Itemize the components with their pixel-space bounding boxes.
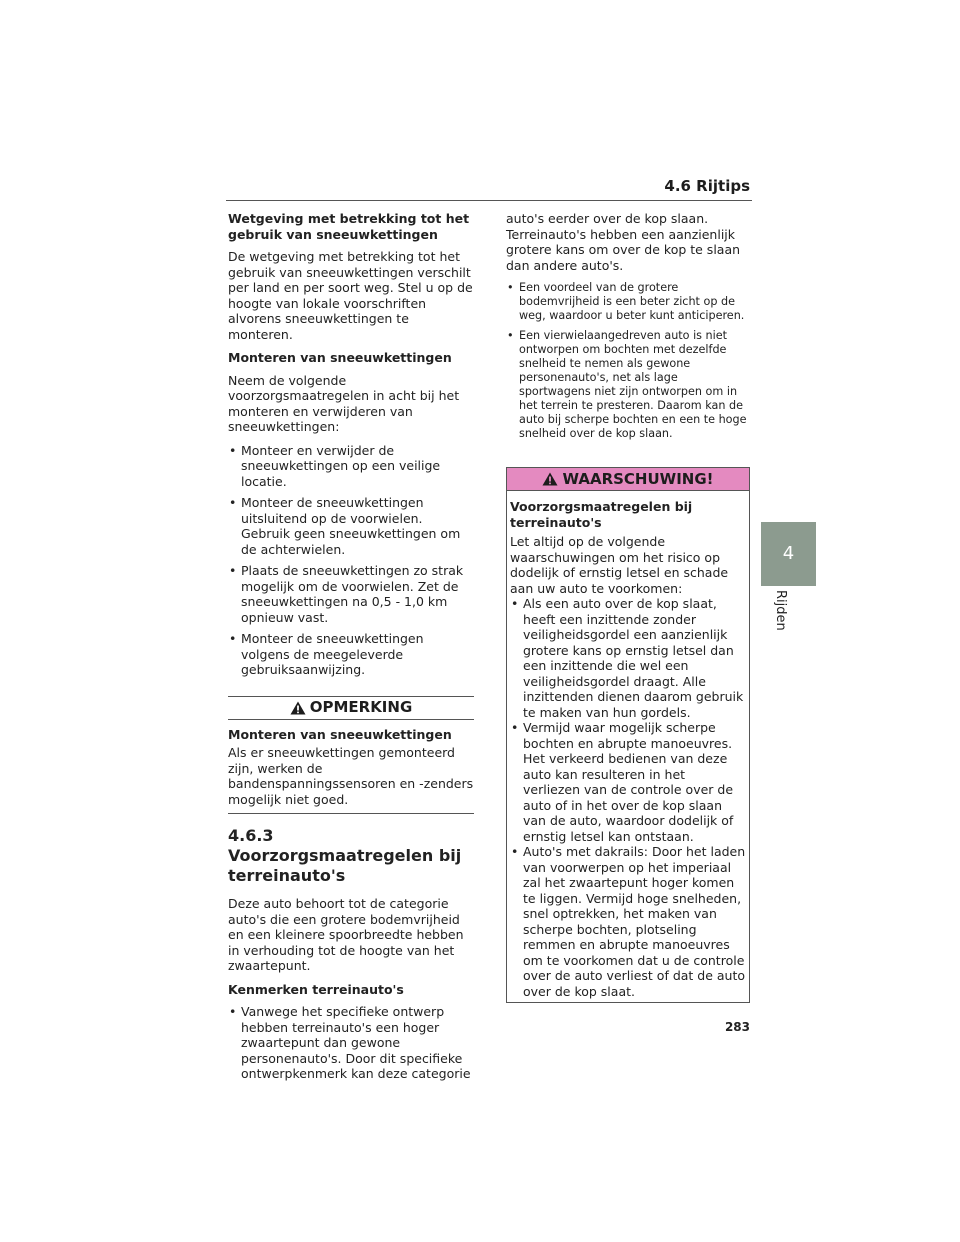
chapter-tab[interactable] bbox=[761, 522, 816, 586]
suv-bullet-list-continued bbox=[506, 281, 750, 441]
section-title: 4.6.3 Voorzorgsmaatregelen bij terreinauto's bbox=[228, 826, 462, 885]
list-item: • Monteer de sneeuwkettingen volgens de meegeleverde gebruiksaanwijzing. bbox=[228, 631, 474, 678]
note-subtitle: Monteren van sneeuwkettingen bbox=[228, 726, 452, 742]
left-column bbox=[228, 211, 474, 1090]
section-header: 4.6 Rijtips bbox=[664, 177, 750, 195]
note-title: OPMERKING bbox=[309, 697, 413, 716]
warning-triangle-icon bbox=[542, 472, 558, 486]
list-item: • Een voordeel van de grotere bodemvrijheid is een beter zicht op de weg, waardoor u beter kunt anticiperen. bbox=[506, 281, 750, 323]
page-number: 283 bbox=[724, 1020, 750, 1034]
chains-bullet-list bbox=[228, 443, 474, 678]
list-item: • Als een auto over de kop slaat, heeft een inzittende zonder veiligheidsgordel een aanzienlijk grotere kans op ernstig letsel dan een inzittende die wel een veiligheidsgordel draagt. Alle inzittenden dienen daarom gebruik te maken van hun gordels. bbox=[510, 596, 746, 720]
warning-header bbox=[507, 468, 749, 491]
chapter-label: Rijden bbox=[773, 590, 788, 631]
heading-mount-chains: Monteren van sneeuwkettingen bbox=[228, 350, 452, 365]
warning-intro: Let altijd op de volgende waarschuwingen om het risico op dodelijk of ernstig letsel en schade aan uw auto te voorkomen: bbox=[510, 534, 729, 596]
paragraph-mount-chains: Neem de volgende voorzorgsmaatregelen in acht bij het monteren en verwijderen van sneeuwkettingen: bbox=[228, 372, 460, 434]
list-item: • Monteer de sneeuwkettingen uitsluitend op de voorwielen. Gebruik geen sneeuwkettingen om de achterwielen. bbox=[228, 495, 474, 557]
heading-suv-features: Kenmerken terreinauto's bbox=[228, 981, 404, 997]
warning-title: WAARSCHUWING! bbox=[562, 470, 714, 488]
list-item: • Vermijd waar mogelijk scherpe bochten en abrupte manoeuvres. Het verkeerd bedienen van deze auto kan resulteren in het verliezen van de controle over de auto of in het over de kop slaan van de auto, waardoor dodelijk of ernstig letsel kan ontstaan. bbox=[510, 720, 746, 844]
list-item: • Een vierwielaangedreven auto is niet ontworpen om bochten met dezelfde snelheid te nemen als gewone personenauto's, net als lage sportwagens niet zijn ontworpen om in het terrein te presteren. Daarom kan de auto bij scherpe bochten en een te hoge snelheid over de kop slaan. bbox=[506, 329, 750, 441]
warning-bullet-list bbox=[510, 596, 746, 999]
warning-box bbox=[506, 467, 750, 1003]
paragraph-chains-law: De wetgeving met betrekking tot het gebruik van sneeuwkettingen verschilt per land en per soort weg. Stel u op de hoogte van lokale voorschriften alvorens sneeuwkettingen te monteren. bbox=[228, 249, 473, 342]
paragraph-continued: auto's eerder over de kop slaan. Terreinauto's hebben een aanzienlijk grotere kans om over de kop te slaan dan andere auto's. bbox=[506, 211, 741, 273]
note-text: Als er sneeuwkettingen gemonteerd zijn, werken de bandenspanningssensoren en -zenders mogelijk niet goed. bbox=[228, 745, 474, 807]
paragraph-suv-intro: Deze auto behoort tot de categorie auto's die een grotere bodemvrijheid en een kleinere spoorbreedte hebben in verhouding tot de hoogte van het zwaartepunt. bbox=[228, 896, 464, 973]
right-column bbox=[506, 211, 750, 449]
warning-subtitle: Voorzorgsmaatregelen bij terreinauto's bbox=[510, 499, 693, 530]
list-item: • Auto's met dakrails: Door het laden van voorwerpen op het imperiaal zal het zwaartepunt hoger komen te liggen. Vermijd hoge snelheden, snel optrekken, het maken van scherpe bochten, plotseling remmen en abrupte manoeuvres om te voorkomen dat u de controle over de auto verliest of dat de auto over de kop slaat. bbox=[510, 844, 746, 999]
list-item: • Plaats de sneeuwkettingen zo strak mogelijk om de voorwielen. Zet de sneeuwkettingen na 0,5 - 1,0 km opnieuw vast. bbox=[228, 563, 474, 625]
chapter-number: 4 bbox=[782, 543, 795, 564]
note-header bbox=[228, 697, 474, 720]
warning-body bbox=[507, 491, 749, 999]
note-body bbox=[228, 720, 474, 814]
list-item: • Vanwege het specifieke ontwerp hebben terreinauto's een hoger zwaartepunt dan gewone personenauto's. Door dit specifieke ontwerpkenmerk kan deze categorie bbox=[228, 1004, 474, 1082]
note-box bbox=[228, 696, 474, 815]
list-item: • Monteer en verwijder de sneeuwkettingen op een veilige locatie. bbox=[228, 443, 474, 490]
warning-triangle-icon bbox=[290, 701, 306, 715]
heading-chains-law: Wetgeving met betrekking tot het gebruik van sneeuwkettingen bbox=[228, 211, 470, 242]
suv-bullet-list bbox=[228, 1004, 474, 1082]
header-divider bbox=[226, 200, 752, 201]
